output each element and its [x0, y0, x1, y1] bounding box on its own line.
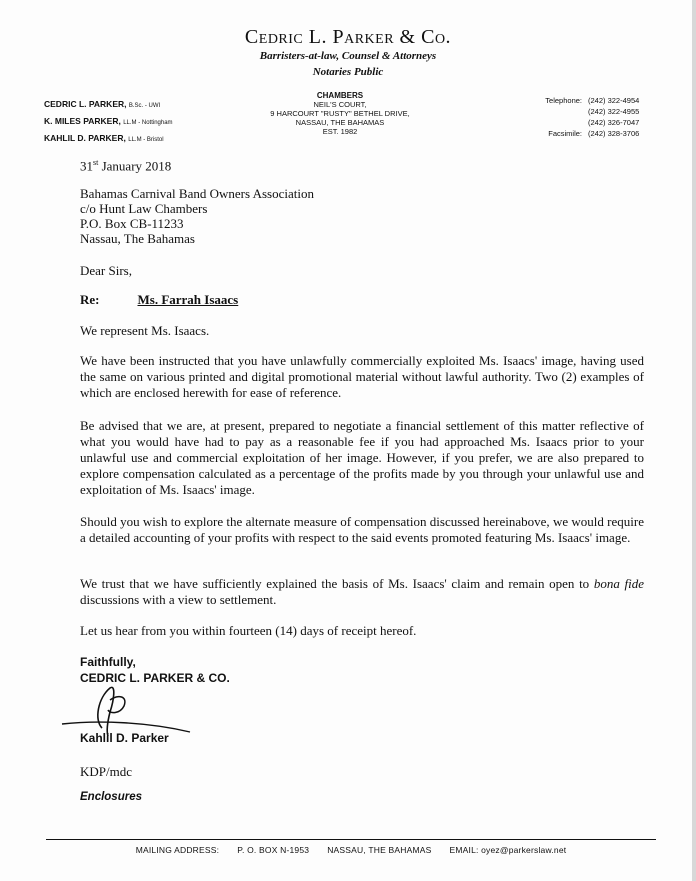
chambers-line: NASSAU, THE BAHAMAS	[295, 118, 385, 127]
contact-row	[520, 128, 639, 139]
closing-firm: CEDRIC L. PARKER & CO.	[80, 671, 230, 685]
chambers-title: CHAMBERS	[316, 91, 364, 100]
partner-name: CEDRIC L. PARKER,	[44, 99, 127, 109]
chambers-established: EST. 1982	[322, 127, 358, 136]
paragraph-1: We represent Ms. Isaacs.	[80, 323, 210, 338]
footer-email: EMAIL: oyez@parkerslaw.net	[449, 845, 567, 855]
partners-list	[44, 97, 173, 148]
chambers-line: 9 HARCOURT "RUSTY" BETHEL DRIVE,	[270, 109, 410, 118]
partner-credential: LL.M - Bristol	[128, 137, 164, 143]
paragraph-6: Let us hear from you within fourteen (14) days of receipt hereof.	[80, 623, 417, 638]
contact-label: Telephone:	[545, 96, 582, 105]
contact-value: (242) 328-3706	[588, 129, 640, 138]
paragraph-3: Be advised that we are, at present, prepared to negotiate a financial settlement of this matter reflective of what you would have had to pay as a reasonable fee if you had approached Ms. Isaacs prior to your unlawful use and commercial exploitation of her image. However, if you prefer, we are also prepared to explore compensation calculated as a percentage of the profits made by you through your unlawful use and exploitation of Ms. Isaacs' image.	[80, 418, 644, 497]
subject-line	[80, 292, 644, 308]
enclosures-note: Enclosures	[80, 791, 142, 803]
paragraph-4: Should you wish to explore the alternate measure of compensation discussed hereinabove, we would require a detailed accounting of your profits with respect to the said events promoted featuring Ms. Isaacs' image.	[80, 514, 644, 545]
recipient-line: c/o Hunt Law Chambers	[80, 201, 208, 216]
contact-label	[520, 117, 588, 128]
partner-name: K. MILES PARKER,	[44, 116, 121, 126]
footer-box: P. O. BOX N-1953	[237, 845, 310, 855]
paragraph-2: We have been instructed that you have unlawfully commercially exploited Ms. Isaacs' image, having used the same on various printed and digital promotional material without lawful authority. Two (2) examples of which are enclosed herewith for ease of reference.	[80, 353, 644, 400]
paragraph-5-end: discussions with a view to settlement.	[80, 592, 277, 607]
partner-3	[44, 131, 173, 148]
contact-value: (242) 322-4954	[588, 96, 640, 105]
recipient-address	[80, 186, 644, 246]
date-suffix: st	[93, 158, 99, 167]
footer-label: MAILING ADDRESS:	[135, 845, 220, 855]
paragraph-5-start: We trust that we have sufficiently explained the basis of Ms. Isaacs' claim and remain open to	[80, 576, 594, 591]
firm-name: Cedric L. Parker & Co.	[244, 26, 452, 48]
re-label: Re:	[80, 292, 100, 307]
footer-mailing	[46, 845, 656, 855]
recipient-line: Nassau, The Bahamas	[80, 231, 195, 246]
date-rest: January 2018	[98, 158, 172, 174]
date-day: 31	[80, 158, 93, 174]
contact-row	[520, 95, 639, 106]
chambers-address	[240, 91, 440, 136]
contact-value: (242) 326-7047	[588, 118, 640, 127]
contact-label	[520, 106, 588, 117]
salutation: Dear Sirs,	[80, 263, 132, 278]
footer-divider	[46, 839, 656, 840]
firm-notaries: Notaries Public	[312, 66, 384, 78]
contact-label: Facsimile:	[548, 129, 582, 138]
signer-name: Kahlil D. Parker	[80, 731, 169, 745]
partner-credential: LL.M - Nottingham	[123, 120, 173, 126]
bona-fide-text: bona fide	[593, 576, 644, 591]
recipient-line: Bahamas Carnival Band Owners Association	[80, 186, 314, 201]
contact-value: (242) 322-4955	[588, 107, 640, 116]
contact-row	[520, 117, 639, 128]
footer-city: NASSAU, THE BAHAMAS	[327, 845, 432, 855]
firm-tagline: Barristers-at-law, Counsel & Attorneys	[259, 50, 437, 62]
letter-date	[80, 155, 644, 174]
reference-initials: KDP/mdc	[80, 764, 132, 779]
chambers-line: NEIL'S COURT,	[313, 100, 367, 109]
partner-2	[44, 114, 173, 131]
partner-1	[44, 97, 173, 114]
partner-name: KAHLIL D. PARKER,	[44, 133, 126, 143]
partner-credential: B.Sc. - UWI	[128, 103, 161, 109]
paragraph-5	[80, 576, 644, 608]
recipient-line: P.O. Box CB-11233	[80, 216, 184, 231]
page-edge	[692, 0, 696, 881]
closing-faithfully: Faithfully,	[80, 655, 136, 669]
contact-numbers	[520, 95, 639, 139]
contact-row	[520, 106, 639, 117]
re-name: Ms. Farrah Isaacs	[137, 292, 239, 307]
